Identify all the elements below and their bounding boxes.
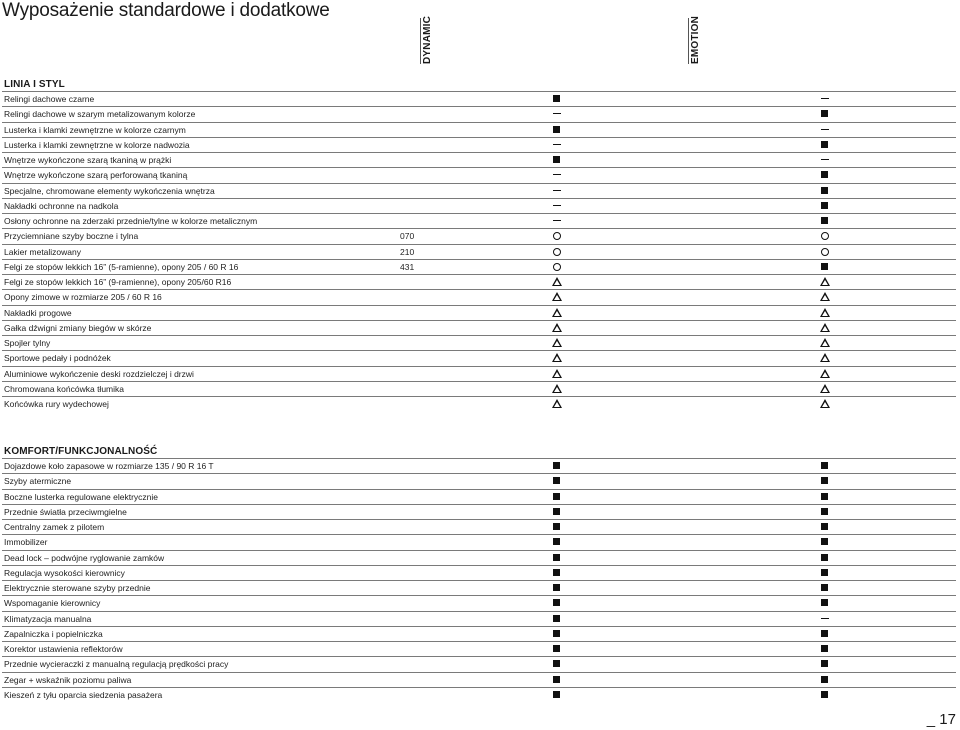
- triangle-icon: [820, 336, 830, 350]
- row-label: Lusterka i klamki zewnętrzne w kolorze czarnym: [4, 124, 186, 135]
- circle-icon: [820, 229, 830, 243]
- row-label: Wspomaganie kierownicy: [4, 598, 101, 609]
- triangle-icon: [552, 306, 562, 320]
- table-row: [2, 595, 956, 610]
- row-label: Lakier metalizowany: [4, 246, 82, 257]
- square-icon: [552, 490, 562, 504]
- table-row: [2, 656, 956, 671]
- row-label: Relingi dachowe w szarym metalizowanym kolorze: [4, 109, 196, 120]
- table-row: [2, 259, 956, 274]
- table-row: [2, 504, 956, 519]
- table-row: [2, 519, 956, 534]
- triangle-icon: [552, 397, 562, 411]
- dash-icon: [820, 612, 830, 626]
- dash-icon: [552, 138, 562, 152]
- table-row: [2, 320, 956, 335]
- row-label: Nakładki ochronne na nadkola: [4, 200, 119, 211]
- square-icon: [820, 596, 830, 610]
- square-icon: [552, 596, 562, 610]
- square-icon: [820, 688, 830, 702]
- section-rows: [2, 91, 956, 411]
- row-label: Korektor ustawienia reflektorów: [4, 644, 123, 654]
- square-icon: [820, 214, 830, 228]
- row-label: Wnętrze wykończone szarą perforowaną tkaniną: [4, 170, 188, 181]
- column-header-dynamic: [420, 15, 435, 64]
- row-label: Przyciemniane szyby boczne i tylna: [4, 231, 139, 242]
- row-label: Sportowe pedały i podnóżek: [4, 353, 111, 364]
- row-label: Zegar + wskaźnik poziomu paliwa: [4, 674, 132, 685]
- circle-icon: [552, 260, 562, 274]
- dash-icon: [820, 153, 830, 167]
- section-rows: [2, 458, 956, 702]
- square-icon: [820, 474, 830, 488]
- row-label: Felgi ze stopów lekkich 16” (5-ramienne), opony 205 / 60 R 16: [4, 261, 239, 272]
- table-row: [2, 152, 956, 167]
- column-header-dynamic-label: DYNAMIC: [422, 15, 433, 64]
- square-icon: [552, 551, 562, 565]
- row-label: Nakładki progowe: [4, 307, 72, 318]
- table-row: [2, 473, 956, 488]
- square-icon: [552, 581, 562, 595]
- triangle-icon: [820, 275, 830, 289]
- square-icon: [820, 490, 830, 504]
- square-icon: [552, 657, 562, 671]
- square-icon: [820, 138, 830, 152]
- square-icon: [552, 566, 562, 580]
- square-icon: [552, 459, 562, 473]
- square-icon: [820, 107, 830, 121]
- row-label: Osłony ochronne na zderzaki przednie/tylne w kolorze metalicznym: [4, 216, 258, 226]
- row-label: Felgi ze stopów lekkich 16” (9-ramienne), opony 205/60 R16: [4, 277, 232, 287]
- table-row: [2, 489, 956, 504]
- triangle-icon: [820, 351, 830, 365]
- square-icon: [820, 184, 830, 198]
- table-row: [2, 381, 956, 396]
- square-icon: [820, 459, 830, 473]
- option-code: 431: [400, 261, 415, 272]
- square-icon: [820, 260, 830, 274]
- row-label: Gałka dźwigni zmiany biegów w skórze: [4, 322, 152, 333]
- square-icon: [820, 627, 830, 641]
- option-code: 070: [400, 231, 415, 242]
- table-row: [2, 213, 956, 228]
- section-linia-i-styl: [2, 79, 956, 411]
- square-icon: [820, 168, 830, 182]
- table-row: [2, 335, 956, 350]
- square-icon: [552, 673, 562, 687]
- row-label: Wnętrze wykończone szarą tkaniną w prążki: [4, 155, 172, 165]
- section-komfort-funkcjonalnosc: [2, 446, 956, 702]
- circle-icon: [552, 229, 562, 243]
- row-label: Dead lock – podwójne ryglowanie zamków: [4, 552, 165, 563]
- triangle-icon: [552, 382, 562, 396]
- square-icon: [552, 627, 562, 641]
- square-icon: [820, 642, 830, 656]
- page-title: Wyposażenie standardowe i dodatkowe: [2, 0, 330, 21]
- row-label: Przednie wycieraczki z manualną regulacją prędkości pracy: [4, 659, 229, 670]
- section-title: LINIA I STYL: [4, 79, 65, 90]
- square-icon: [820, 673, 830, 687]
- dash-icon: [820, 92, 830, 106]
- row-label: Immobilizer: [4, 537, 48, 548]
- table-row: [2, 687, 956, 702]
- table-row: [2, 183, 956, 198]
- page-number: _ 17: [926, 711, 956, 728]
- table-row: [2, 167, 956, 182]
- row-label: Opony zimowe w rozmiarze 205 / 60 R 16: [4, 292, 162, 303]
- row-label: Przednie światła przeciwmgielne: [4, 506, 127, 517]
- square-icon: [820, 535, 830, 549]
- option-code: 210: [400, 246, 415, 257]
- table-row: [2, 198, 956, 213]
- triangle-icon: [552, 290, 562, 304]
- triangle-icon: [820, 290, 830, 304]
- table-row: [2, 137, 956, 152]
- square-icon: [552, 520, 562, 534]
- table-row: [2, 396, 956, 411]
- triangle-icon: [820, 382, 830, 396]
- square-icon: [552, 612, 562, 626]
- square-icon: [552, 535, 562, 549]
- row-label: Końcówka rury wydechowej: [4, 399, 109, 409]
- table-row: [2, 534, 956, 549]
- table-row: [2, 641, 956, 656]
- table-row: [2, 611, 956, 626]
- table-row: [2, 228, 956, 243]
- square-icon: [552, 642, 562, 656]
- square-icon: [820, 566, 830, 580]
- table-row: [2, 274, 956, 289]
- square-icon: [552, 505, 562, 519]
- circle-icon: [552, 245, 562, 259]
- table-row: [2, 106, 956, 121]
- square-icon: [552, 123, 562, 137]
- row-label: Kieszeń z tyłu oparcia siedzenia pasażera: [4, 689, 163, 700]
- row-label: Spojler tylny: [4, 338, 51, 348]
- table-row: [2, 244, 956, 259]
- row-label: Regulacja wysokości kierownicy: [4, 567, 125, 578]
- row-label: Relingi dachowe czarne: [4, 94, 95, 104]
- triangle-icon: [552, 367, 562, 381]
- triangle-icon: [552, 275, 562, 289]
- square-icon: [820, 199, 830, 213]
- square-icon: [820, 520, 830, 534]
- square-icon: [552, 474, 562, 488]
- row-label: Lusterka i klamki zewnętrzne w kolorze nadwozia: [4, 139, 190, 150]
- dash-icon: [552, 168, 562, 182]
- square-icon: [820, 551, 830, 565]
- dash-icon: [552, 107, 562, 121]
- square-icon: [552, 153, 562, 167]
- circle-icon: [820, 245, 830, 259]
- row-label: Centralny zamek z pilotem: [4, 522, 105, 532]
- table-row: [2, 626, 956, 641]
- section-title: KOMFORT/FUNKCJONALNOŚĆ: [4, 446, 158, 457]
- triangle-icon: [552, 336, 562, 350]
- row-label: Specjalne, chromowane elementy wykończenia wnętrza: [4, 185, 215, 196]
- table-row: [2, 305, 956, 320]
- row-label: Dojazdowe koło zapasowe w rozmiarze 135 / 90 R 16 T: [4, 461, 214, 471]
- row-label: Elektrycznie sterowane szyby przednie: [4, 583, 151, 593]
- column-header-emotion-label: EMOTION: [690, 15, 701, 64]
- row-label: Klimatyzacja manualna: [4, 613, 92, 624]
- table-row: [2, 350, 956, 365]
- table-row: [2, 366, 956, 381]
- triangle-icon: [552, 351, 562, 365]
- table-row: [2, 550, 956, 565]
- table-row: [2, 580, 956, 595]
- dash-icon: [820, 123, 830, 137]
- triangle-icon: [820, 397, 830, 411]
- dash-icon: [552, 214, 562, 228]
- square-icon: [552, 688, 562, 702]
- row-label: Aluminiowe wykończenie deski rozdzielczej i drzwi: [4, 368, 194, 379]
- table-row: [2, 458, 956, 473]
- triangle-icon: [820, 367, 830, 381]
- table-row: [2, 672, 956, 687]
- triangle-icon: [820, 321, 830, 335]
- square-icon: [820, 657, 830, 671]
- table-row: [2, 289, 956, 304]
- square-icon: [820, 581, 830, 595]
- table-row: [2, 122, 956, 137]
- square-icon: [820, 505, 830, 519]
- row-label: Szyby atermiczne: [4, 476, 72, 487]
- table-row: [2, 91, 956, 106]
- square-icon: [552, 92, 562, 106]
- table-row: [2, 565, 956, 580]
- row-label: Chromowana końcówka tłumika: [4, 383, 124, 394]
- triangle-icon: [552, 321, 562, 335]
- row-label: Boczne lusterka regulowane elektrycznie: [4, 491, 159, 502]
- dash-icon: [552, 199, 562, 213]
- triangle-icon: [820, 306, 830, 320]
- dash-icon: [552, 184, 562, 198]
- column-header-emotion: [688, 15, 703, 64]
- row-label: Zapalniczka i popielniczka: [4, 628, 103, 639]
